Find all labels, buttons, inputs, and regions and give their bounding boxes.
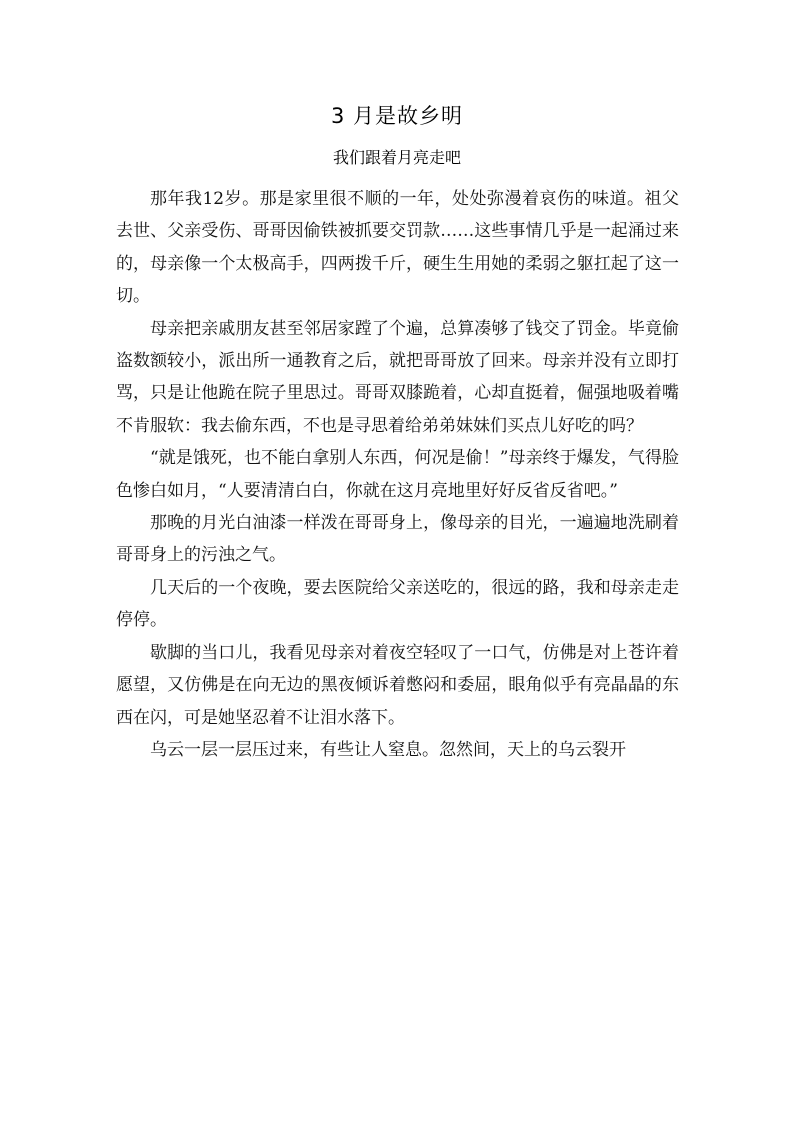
paragraph-4: 那晚的月光白油漆一样泼在哥哥身上，像母亲的目光，一遍遍地洗刷着哥哥身上的污浊之气。 (116, 513, 679, 566)
paragraph-1: 那年我12岁。那是家里很不顺的一年，处处弥漫着哀伤的味道。祖父去世、父亲受伤、哥哥因偷铁被抓要交罚款……这些事情几乎是一起涌过来的，母亲像一个太极高手，四两拨千斤，硬生生用她的柔弱之躯扛起了这一切。 (116, 189, 679, 307)
article-body (116, 183, 679, 766)
paragraph-6: 歇脚的当口儿，我看见母亲对着夜空轻叹了一口气，仿佛是对上苍许着愿望，又仿佛是在向无边的黑夜倾诉着憋闷和委屈，眼角似乎有亮晶晶的东西在闪，可是她坚忍着不让泪水落下。 (116, 642, 679, 728)
paragraph-5: 几天后的一个夜晚，要去医院给父亲送吃的，很远的路，我和母亲走走停停。 (116, 577, 679, 631)
page-title: 3 月是故乡明 (330, 104, 464, 128)
paragraph-3: “就是饿死，也不能白拿别人东西，何况是偷！”母亲终于爆发，气得脸色惨白如月，“人要清清白白，你就在这月亮地里好好反省反省吧。” (116, 448, 679, 501)
paragraph-2: 母亲把亲戚朋友甚至邻居家蹚了个遍，总算凑够了钱交了罚金。毕竟偷盗数额较小，派出所一通教育之后，就把哥哥放了回来。母亲并没有立即打骂，只是让他跪在院子里思过。哥哥双膝跪着，心却直挺着，倔强地吸着嘴不肯服软：我去偷东西，不也是寻思着给弟弟妹妹们买点儿好吃的吗？ (116, 318, 679, 436)
paragraph-7: 乌云一层一层压过来，有些让人窒息。忽然间，天上的乌云裂开 (150, 739, 626, 760)
page-subtitle: 我们跟着月亮走吧 (332, 148, 461, 167)
